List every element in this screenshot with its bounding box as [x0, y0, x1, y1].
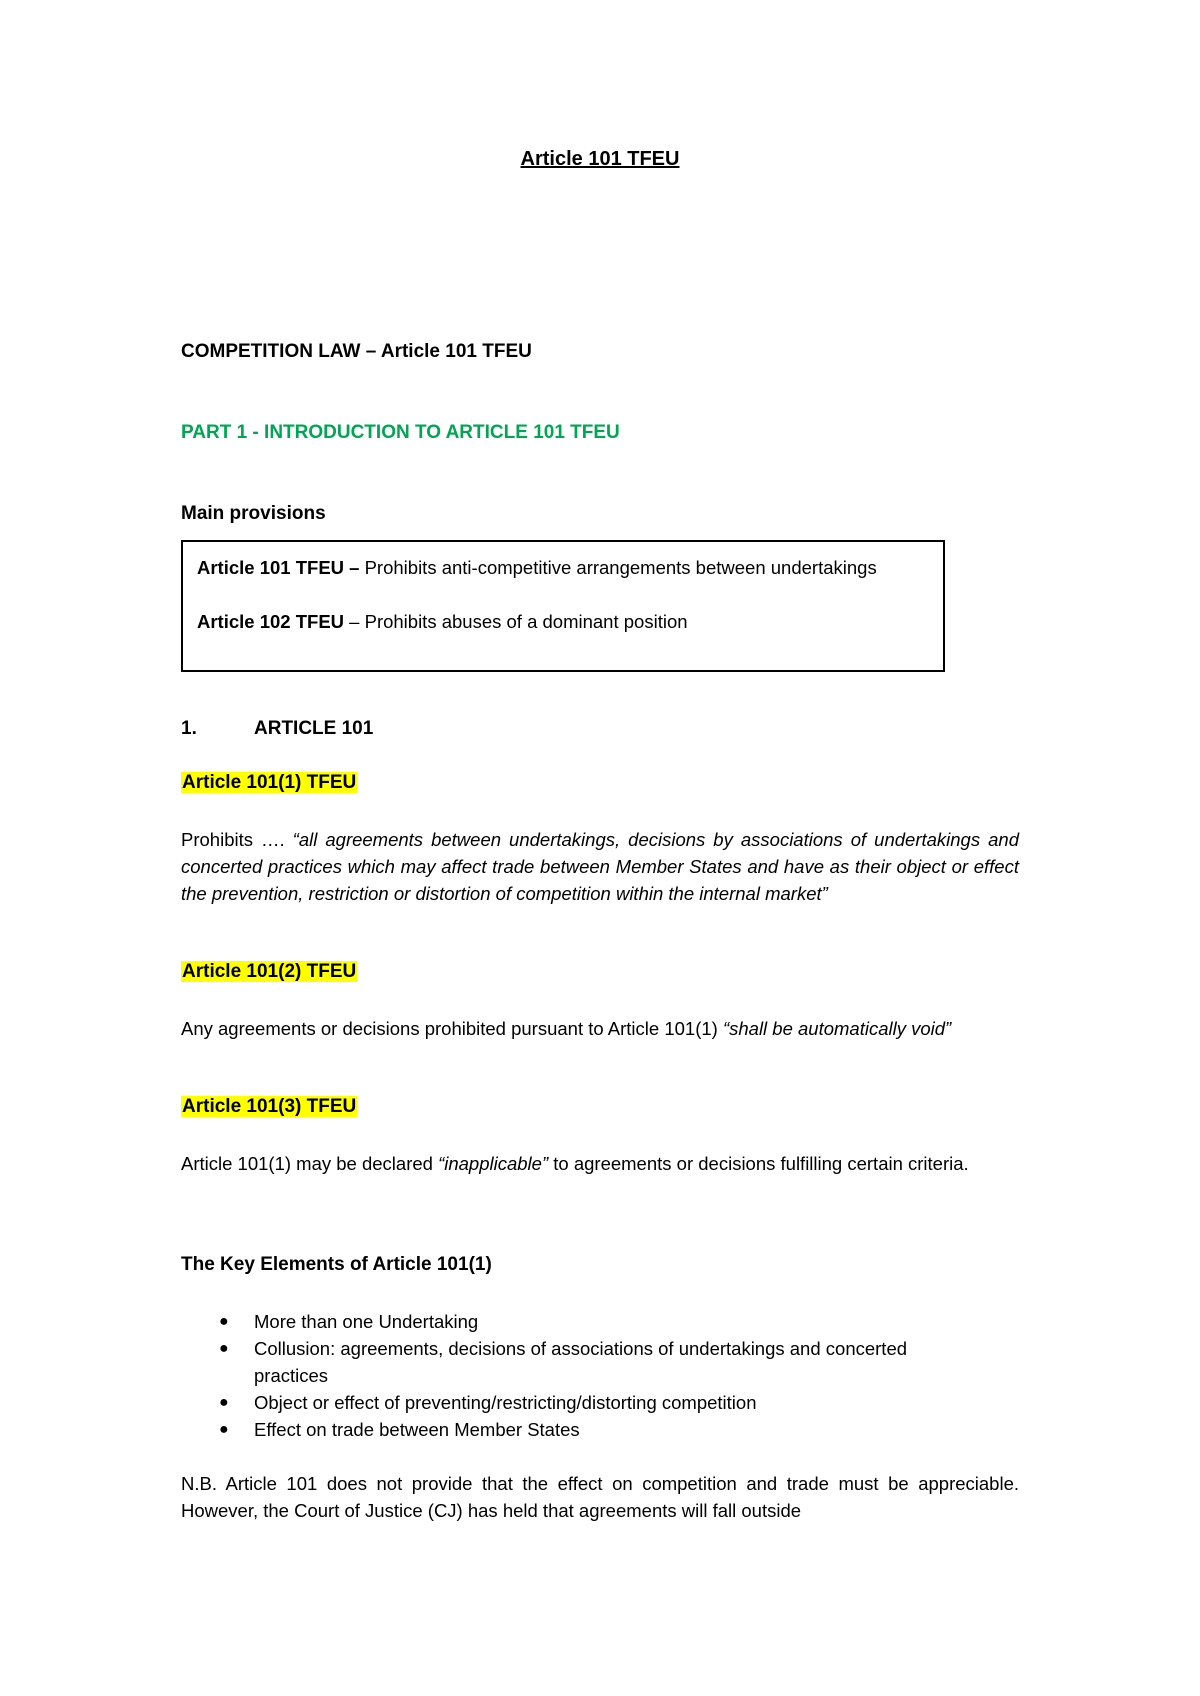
art101-1-paragraph	[181, 826, 1019, 907]
bullet-icon: ●	[219, 1313, 229, 1330]
provision-article-101	[197, 554, 929, 581]
list-item	[181, 1308, 981, 1335]
provisions-box	[181, 540, 945, 672]
highlighted-heading: Article 101(1) TFEU	[182, 772, 357, 793]
section-1-heading	[181, 718, 373, 740]
nb-paragraph: N.B. Article 101 does not provide that the effect on competition and trade must be appreciable. However, the Court of Justice (CJ) has held that agreements will fall outside	[181, 1473, 1019, 1521]
bullet-icon: ●	[219, 1421, 229, 1438]
art101-1-lead: Prohibits ….	[181, 829, 293, 850]
highlighted-heading: Article 101(2) TFEU	[182, 961, 357, 982]
art101-2-heading	[181, 961, 357, 983]
list-item-text: More than one Undertaking	[254, 1311, 479, 1332]
art101-3-quote: “inapplicable”	[438, 1153, 549, 1174]
provision-article-101-label: Article 101 TFEU –	[197, 557, 360, 578]
art101-1-heading	[181, 772, 357, 794]
list-item	[181, 1335, 981, 1389]
art101-3-paragraph	[181, 1150, 1019, 1177]
bullet-icon: ●	[219, 1394, 229, 1411]
main-provisions-heading: Main provisions	[181, 503, 326, 524]
part-heading: PART 1 - INTRODUCTION TO ARTICLE 101 TFEU	[181, 422, 620, 443]
bullet-icon: ●	[219, 1340, 229, 1357]
provision-article-101-text: Prohibits anti-competitive arrangements between undertakings	[359, 557, 877, 578]
section-number: 1.	[181, 718, 197, 739]
provision-article-102-label: Article 102 TFEU	[197, 611, 345, 632]
subject-heading: COMPETITION LAW – Article 101 TFEU	[181, 341, 532, 362]
section-label: ARTICLE 101	[254, 718, 374, 739]
document-title: Article 101 TFEU	[520, 148, 680, 170]
list-item-text: Effect on trade between Member States	[254, 1419, 580, 1440]
list-item-text: Collusion: agreements, decisions of associations of undertakings and concerted practices	[254, 1338, 908, 1386]
list-item	[181, 1389, 981, 1416]
art101-3-heading	[181, 1096, 357, 1118]
list-item-text: Object or effect of preventing/restricting/distorting competition	[254, 1392, 757, 1413]
highlighted-heading: Article 101(3) TFEU	[182, 1096, 357, 1117]
provision-article-102	[197, 608, 929, 635]
art101-2-paragraph	[181, 1015, 1019, 1042]
art101-3-tail: to agreements or decisions fulfilling certain criteria.	[548, 1153, 969, 1174]
key-elements-heading: The Key Elements of Article 101(1)	[181, 1254, 492, 1275]
art101-1-quote: “all agreements between undertakings, decisions by associations of undertakings and concerted practices which may affect trade between Member States and have as their object or effect the prevention, restriction or distortion of competition within the internal market”	[181, 829, 1019, 904]
art101-3-lead: Article 101(1) may be declared	[181, 1153, 439, 1174]
provision-article-102-text: – Prohibits abuses of a dominant position	[344, 611, 688, 632]
art101-2-lead: Any agreements or decisions prohibited pursuant to Article 101(1)	[181, 1018, 723, 1039]
art101-2-quote: “shall be automatically void”	[722, 1018, 952, 1039]
key-elements-list	[181, 1308, 981, 1443]
list-item	[181, 1416, 981, 1443]
